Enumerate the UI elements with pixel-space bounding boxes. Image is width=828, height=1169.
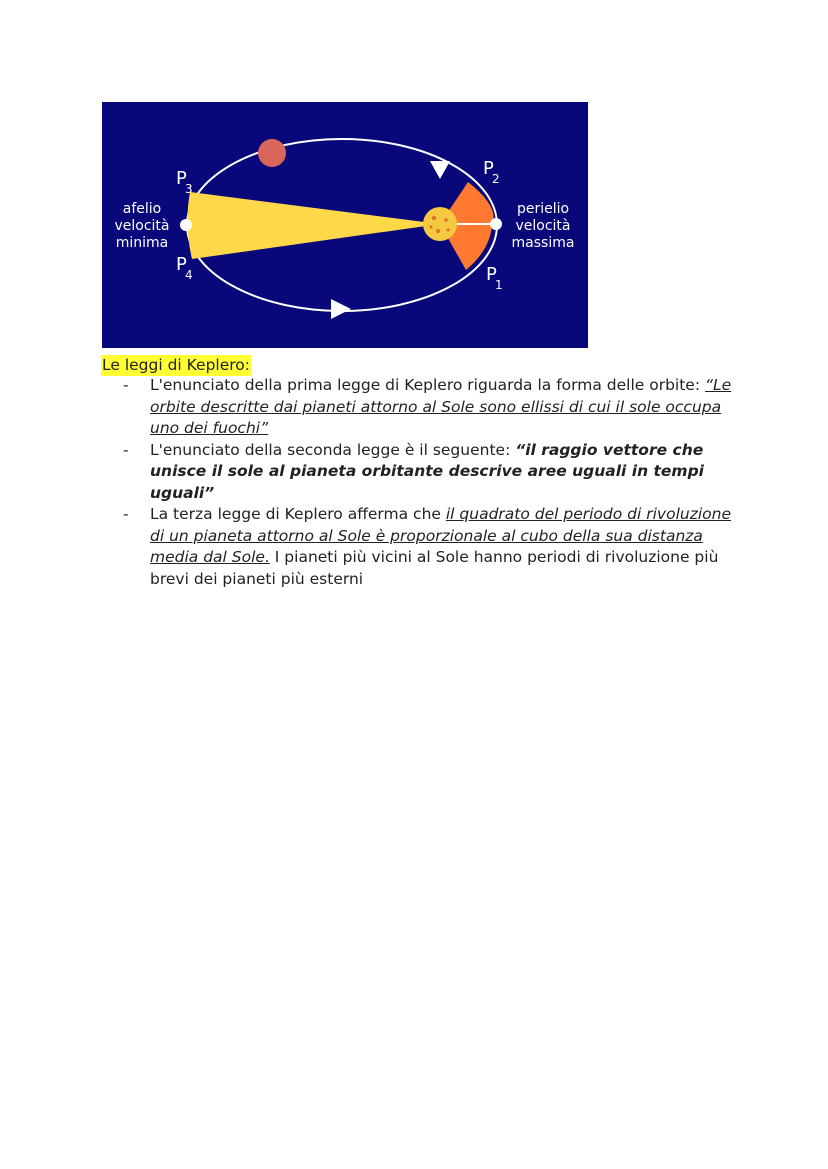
point-sub-p1: 1 <box>495 278 503 292</box>
law-text: La terza legge di Keplero afferma che <box>150 505 446 523</box>
point-sub-p2: 2 <box>492 172 500 186</box>
point-label-p1: P <box>486 264 497 285</box>
perihelion-label-line: massima <box>511 235 575 251</box>
bullet-dash: - <box>123 505 129 523</box>
orbit-svg <box>102 102 588 348</box>
list-item-second-law <box>101 440 741 505</box>
point-sub-p4: 4 <box>185 268 193 282</box>
kepler-orbit-diagram <box>102 102 588 348</box>
bullet-dash: - <box>123 376 129 394</box>
point-sub-p3: 3 <box>185 182 193 196</box>
direction-arrow-icon <box>331 299 351 319</box>
aphelion-sector <box>187 192 440 259</box>
bullet-dash: - <box>123 440 129 459</box>
direction-arrow-icon <box>430 161 450 179</box>
law-statement: “il raggio vettore che unisce il sole al pianeta orbitante descrive aree uguali in tempi uguali” <box>150 440 704 502</box>
law-statement: “Le orbite descritte dai pianeti attorno al Sole sono ellissi di cui il sole occupa uno dei fuochi” <box>150 376 732 437</box>
list-item-first-law <box>101 375 741 440</box>
sun-spot <box>436 229 440 233</box>
law-text: L'enunciato della seconda legge è il seguente: <box>150 440 516 459</box>
planet-icon <box>258 139 286 167</box>
point-label-p3: P <box>176 168 187 189</box>
law-text: L'enunciato della prima legge di Keplero riguarda la forma delle orbite: <box>150 376 705 394</box>
sun-spot <box>447 229 450 232</box>
point-label-p2: P <box>483 158 494 179</box>
kepler-laws-list <box>101 375 741 590</box>
aphelion-label-line: velocità <box>114 218 170 234</box>
law-statement: il quadrato del periodo di rivoluzione di un pianeta attorno al Sole è proporzionale al cubo della sua distanza media dal Sole. <box>150 505 731 566</box>
point-label-p4: P <box>176 254 187 275</box>
sun-spot <box>432 216 436 220</box>
perihelion-label-line: velocità <box>515 218 571 234</box>
sun-spot <box>444 218 448 222</box>
perihelion-label-line: perielio <box>516 201 570 217</box>
perihelion-point <box>490 218 502 230</box>
sun-icon <box>423 207 457 241</box>
law-text-after: I pianeti più vicini al Sole hanno periodi di rivoluzione più brevi dei pianeti più esterni <box>150 548 719 588</box>
section-heading: Le leggi di Keplero: <box>102 356 250 374</box>
list-item-third-law <box>101 504 741 590</box>
aphelion-label-line: afelio <box>122 201 162 217</box>
aphelion-point <box>180 219 192 231</box>
sun-spot <box>430 226 433 229</box>
aphelion-label-line: minima <box>115 235 169 251</box>
